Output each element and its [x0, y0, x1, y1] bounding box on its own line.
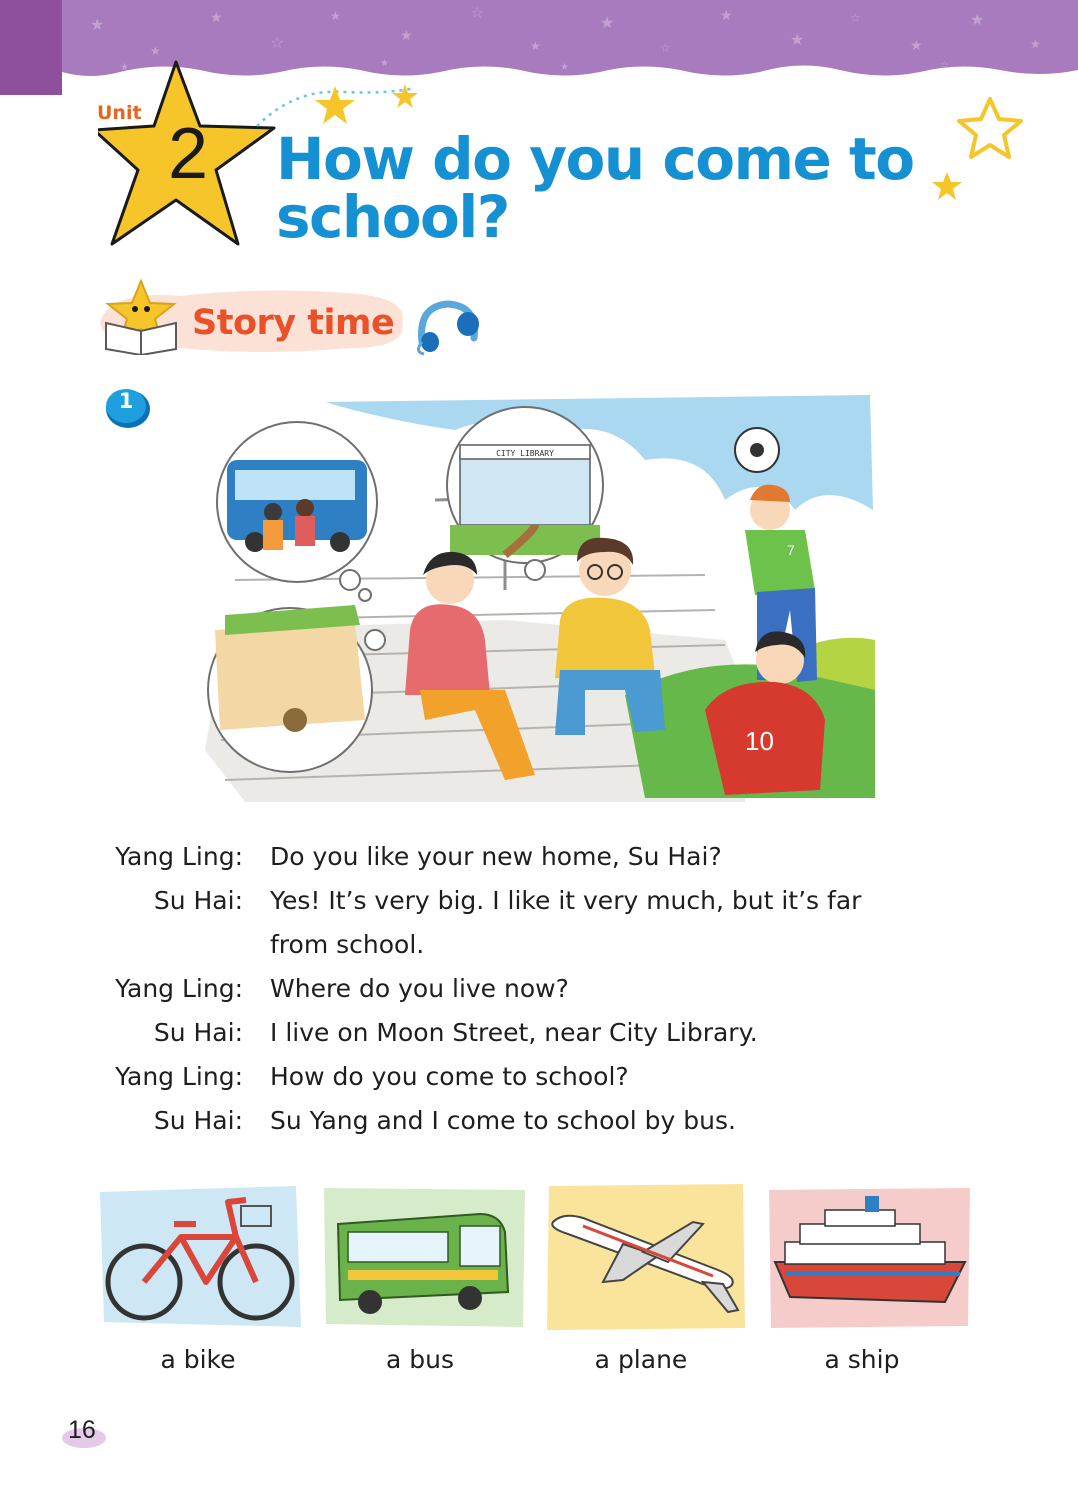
- speaker: Yang Ling:: [115, 1062, 243, 1091]
- svg-text:☆: ☆: [850, 11, 861, 25]
- svg-text:★: ★: [790, 30, 805, 49]
- vocab-label-plane: a plane: [594, 1345, 688, 1374]
- svg-text:★: ★: [90, 15, 105, 34]
- library-sign: CITY LIBRARY: [496, 449, 554, 458]
- star-reading-book-icon: [98, 277, 184, 355]
- svg-text:★: ★: [120, 62, 129, 73]
- step-number: 1: [118, 389, 134, 413]
- banner-tab: [0, 0, 62, 95]
- svg-text:★: ★: [720, 8, 733, 24]
- svg-text:★: ★: [1030, 37, 1041, 51]
- speech-text: Where do you live now?: [270, 974, 569, 1003]
- unit-label: Unit: [97, 102, 142, 124]
- page-number: 16: [68, 1416, 96, 1444]
- speech-text: I live on Moon Street, near City Library.: [270, 1018, 758, 1047]
- svg-text:☆: ☆: [940, 60, 949, 71]
- svg-text:★: ★: [910, 38, 923, 54]
- dialogue: [100, 835, 980, 1143]
- svg-text:★: ★: [150, 44, 161, 58]
- svg-text:★: ★: [210, 10, 223, 26]
- page-title: How do you come to school?: [276, 125, 914, 251]
- ship-icon: [765, 1182, 975, 1332]
- speaker: Su Hai:: [153, 886, 243, 915]
- unit-number: 2: [168, 114, 209, 194]
- dialogue-line: [100, 879, 980, 967]
- speech-text: Yes! It’s very big. I like it very much, but it’s far from school.: [270, 886, 862, 959]
- speaker: Su Hai:: [153, 1106, 243, 1135]
- dialogue-line: [100, 1099, 980, 1143]
- dialogue-line: [100, 835, 980, 879]
- bus-icon: [320, 1182, 530, 1332]
- speech-text: Do you like your new home, Su Hai?: [270, 842, 722, 871]
- speaker: Yang Ling:: [115, 842, 243, 871]
- speech-text: Su Yang and I come to school by bus.: [270, 1106, 736, 1135]
- speech-text: How do you come to school?: [270, 1062, 629, 1091]
- svg-text:★: ★: [400, 28, 413, 44]
- jersey-number-7: 7: [787, 542, 795, 558]
- dialogue-line: [100, 1011, 980, 1055]
- speaker: Su Hai:: [153, 1018, 243, 1047]
- thought-bubble-bus: [217, 422, 377, 582]
- vocab-label-bus: a bus: [385, 1345, 454, 1374]
- svg-text:☆: ☆: [270, 33, 285, 52]
- dialogue-line: [100, 967, 980, 1011]
- headphones-icon[interactable]: [408, 298, 486, 356]
- vocab-label-ship: a ship: [824, 1345, 900, 1374]
- svg-text:★: ★: [380, 58, 389, 69]
- thought-bubble-library: [447, 407, 603, 563]
- svg-text:☆: ☆: [470, 3, 485, 22]
- dialogue-line: [100, 1055, 980, 1099]
- svg-text:★: ★: [560, 62, 569, 73]
- plane-icon: [543, 1182, 753, 1332]
- thought-bubble-schoolyard: [208, 605, 372, 772]
- bike-icon: [96, 1182, 306, 1332]
- vocab-label-bike: a bike: [160, 1345, 236, 1374]
- svg-text:★: ★: [330, 9, 341, 23]
- svg-text:★: ★: [530, 39, 541, 53]
- jersey-number-10: 10: [745, 726, 774, 756]
- speaker: Yang Ling:: [115, 974, 243, 1003]
- section-title: Story time: [192, 303, 395, 343]
- svg-text:★: ★: [600, 13, 615, 32]
- svg-text:★: ★: [970, 10, 985, 29]
- story-illustration: [205, 390, 885, 805]
- svg-text:☆: ☆: [660, 41, 671, 55]
